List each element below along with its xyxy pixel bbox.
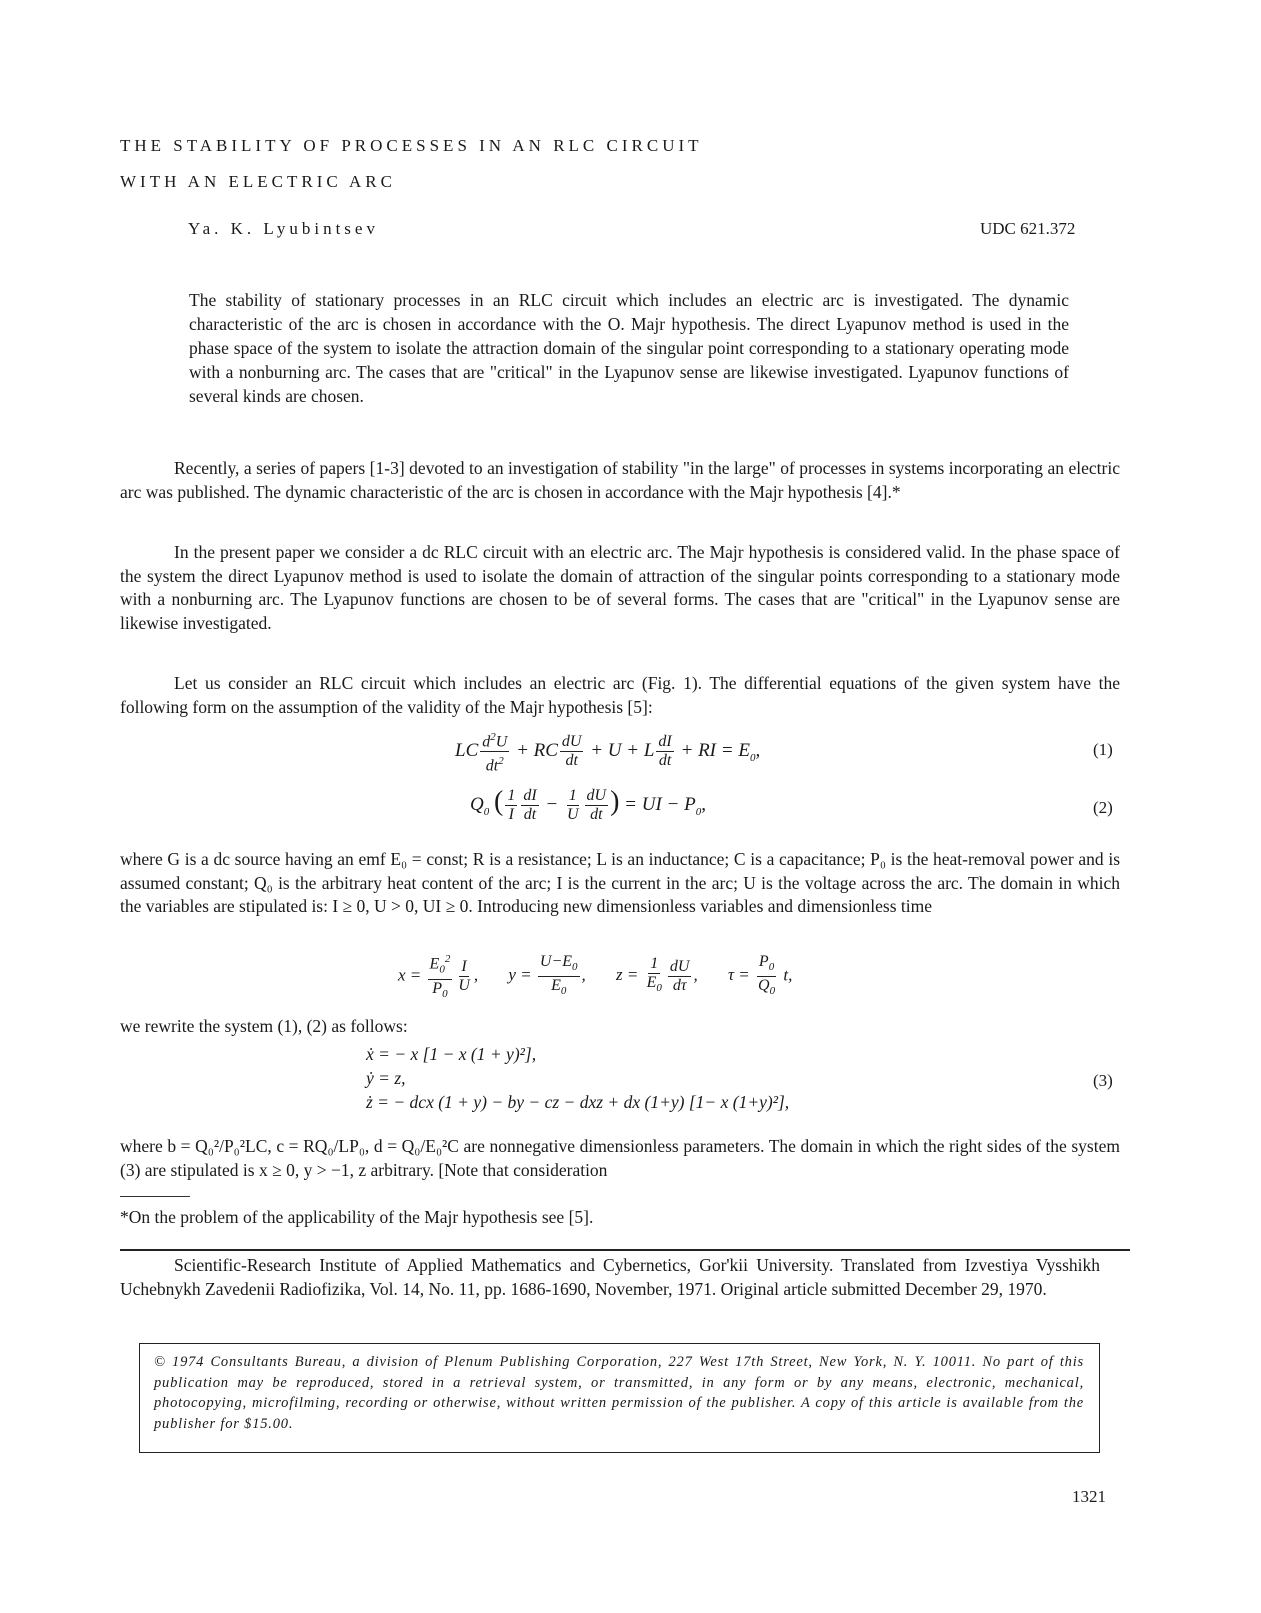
equation-3: [366, 1042, 789, 1114]
abstract: The stability of stationary processes in an RLC circuit which includes an electric arc is investigated. The dynamic characteristic of the arc is chosen in accordance with the O. Majr hypothesis. The direct Lyapunov method is used in the phase space of the system to isolate the attraction domain of the singular point corresponding to a stationary operating mode with a nonburning arc. The cases that are "critical" in the Lyapunov sense are likewise investigated. Lyapunov functions of several kinds are chosen.: [189, 290, 1069, 406]
page-number: 1321: [1072, 1487, 1106, 1506]
udc-code: UDC 621.372: [980, 219, 1076, 238]
paragraph-text: Recently, a series of papers [1-3] devoted to an investigation of stability "in the large" of processes in systems incorporating an electric arc was published. The dynamic characteristic of the arc is chosen in accordance with the Majr hypothesis [4].*: [120, 458, 1120, 502]
paragraph-text: we rewrite the system (1), (2) as follows:: [120, 1016, 408, 1036]
affiliation-divider: [120, 1249, 1130, 1251]
affiliation: [120, 1253, 1100, 1301]
paragraph-text: In the present paper we consider a dc RLC circuit with an electric arc. The Majr hypothesis is considered valid. In the phase space of the system the direct Lyapunov method is used to isolate the domain of attraction of the singular points corresponding to a stationary mode with a nonburning arc. The Lyapunov functions are chosen to be of several forms. The cases that are "critical" in the Lyapunov sense are likewise investigated.: [120, 542, 1120, 633]
copyright-box: [139, 1343, 1100, 1453]
copyright-text: © 1974 Consultants Bureau, a division of Plenum Publishing Corporation, 227 West 17th Street, New York, N. Y. 10011. No part of this publication may be reproduced, stored in a retrieval system, or transmitted, in any form or by any means, electronic, mechanical, photocopying, microfilming, recording or otherwise, without written permission of the publisher. A copy of this article is available from the publisher for $15.00.: [154, 1354, 1084, 1432]
title-line-2: WITH AN ELECTRIC ARC: [120, 172, 396, 191]
footnote-divider: [120, 1196, 190, 1197]
paragraph-text: Let us consider an RLC circuit which includes an electric arc (Fig. 1). The differential equations of the given system have the following form on the assumption of the validity of the Majr hypothesis [5]:: [120, 673, 1120, 717]
paragraph-text: where G is a dc source having an emf E₀ = const; R is a resistance; L is an inductance; C is a capacitance; P₀ is the heat-removal power and is assumed constant; Q₀ is the arbitrary heat content of the arc; I is the current in the arc; U is the voltage across the arc. The domain in which the variables are stipulated is: I ≥ 0, U > 0, UI ≥ 0. Introducing new dimensionless variables and dimensionless time: [120, 849, 1120, 916]
paragraph-text: where b = Q₀²/P₀²LC, c = RQ₀/LP₀, d = Q₀/E₀²C are nonnegative dimensionless parameters. The domain in which the right sides of the system (3) are stipulated is x ≥ 0, y > −1, z arbitrary. [Note that consideration: [120, 1136, 1120, 1180]
rewrite-sentence: [120, 1015, 1120, 1039]
definitions-paragraph: [120, 848, 1120, 919]
footnote: *On the problem of the applicability of the Majr hypothesis see [5].: [120, 1207, 594, 1227]
affiliation-text: Scientific-Research Institute of Applied Mathematics and Cybernetics, Gor'kii University. Translated from Izvestiya Vysshikh Uchebnykh Zavedenii Radiofizika, Vol. 14, No. 11, pp. 1686-1690, November, 1971. Original article submitted December 29, 1970.: [120, 1255, 1100, 1299]
equation-2-number: (2): [1093, 798, 1113, 817]
equation-3-number: (3): [1093, 1071, 1113, 1090]
equation-3-line-1: ẋ = − x [1 − x (1 + y)²],: [366, 1044, 537, 1064]
intro-paragraph-2: [120, 541, 1120, 635]
intro-paragraph-1: [120, 457, 1120, 504]
title-line-1: THE STABILITY OF PROCESSES IN AN RLC CIRCUIT: [120, 136, 703, 155]
intro-paragraph-3: [120, 672, 1120, 719]
equation-3-line-2: ẏ = z,: [366, 1068, 406, 1088]
dimensionless-variables: x = $\frac{E_0^2}{P_0}$ $\frac{I}{U}$ , y = $\frac{U-E_0}{E_0}$ , z = $\frac{1}{E_0}$ $\frac{dU}{d\tau}$ , τ = $\frac{P_0}{Q_0}$ t,: [398, 950, 792, 1003]
parameters-paragraph: [120, 1135, 1120, 1182]
equation-1: LC $\frac{d^2U}{dt^2}$ + RC $\frac{dU}{dt}$ + U + L $\frac{dI}{dt}$ + RI = $E_0$,: [455, 728, 760, 776]
author: Ya. K. Lyubintsev: [188, 219, 379, 238]
equation-1-number: (1): [1093, 740, 1113, 759]
equation-2: $Q_0$ ( $\frac{1}{I}$ $\frac{dI}{dt}$ − $\frac{1}{U}$ $\frac{dU}{dt}$ ) = UI − $P_0$,: [470, 786, 706, 824]
equation-3-line-3: ż = − dcx (1 + y) − by − cz − dxz + dx (1+y) [1− x (1+y)²],: [366, 1092, 790, 1112]
